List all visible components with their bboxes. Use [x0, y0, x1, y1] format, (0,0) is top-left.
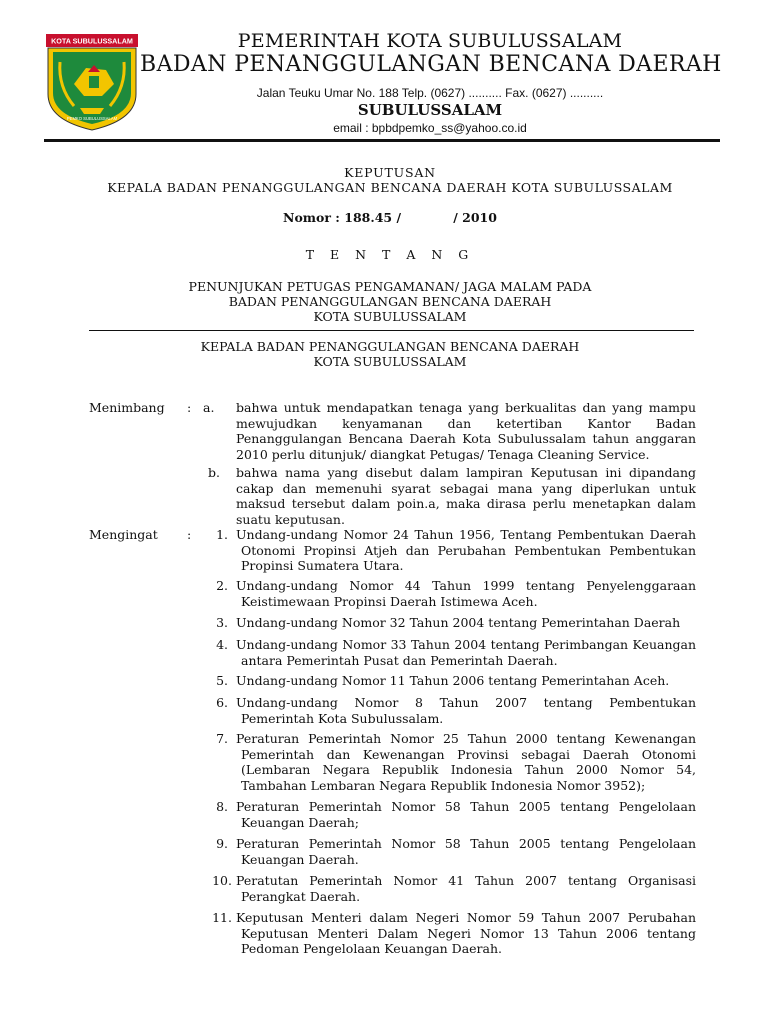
agency-name: BADAN PENANGGULANGAN BENCANA DAERAH [140, 52, 722, 77]
list-marker: 3. [216, 615, 228, 630]
list-item: Undang-undang Nomor 24 Tahun 1956, Tentang Pembentukan Daerah Otonomi Propinsi Atjeh dan Perubahan Pembentukan Pembentukan Propinsi Sumatera Utara. [236, 527, 696, 573]
mengingat-colon: : [187, 527, 192, 542]
list-item: Undang-undang Nomor 8 Tahun 2007 tentang Pembentukan Pemerintah Kota Subulussalam. [236, 695, 696, 726]
document-about: T E N T A N G [305, 247, 475, 262]
list-item: Undang-undang Nomor 44 Tahun 1999 tentang Penyelenggaraan Keistimewaan Propinsi Daerah Istimewa Aceh. [236, 578, 696, 609]
mengingat-label: Mengingat [89, 527, 158, 542]
agency-email: email : bpbdpemko_ss@yahoo.co.id [333, 121, 527, 135]
list-item: Peraturan Pemerintah Nomor 25 Tahun 2000 tentang Kewenangan Pemerintah dan Kewenangan Provinsi sebagai Daerah Otonomi (Lembaran Negara Republik Indonesia Tahun 2000 Nomor 54, Tambahan Lembaran Negara Republik Indonesia Nomor 3952); [236, 731, 696, 793]
list-marker: 11. [212, 910, 232, 925]
subject-line: PENUNJUKAN PETUGAS PENGAMANAN/ JAGA MALAM PADA [188, 279, 592, 294]
title-divider [89, 330, 694, 331]
list-item: Undang-undang Nomor 32 Tahun 2004 tentang Pemerintahan Daerah [236, 615, 681, 630]
list-item: Undang-undang Nomor 33 Tahun 2004 tentang Perimbangan Keuangan antara Pemerintah Pusat dan Pemerintah Daerah. [236, 637, 696, 668]
list-item: bahwa untuk mendapatkan tenaga yang berkualitas dan yang mampu mewujudkan kenyamanan dan ketertiban Kantor Badan Penanggulangan Bencana Daerah Kota Subulussalam tahun anggaran 2010 perlu ditunjuk/ diangkat Petugas/ Tenaga Cleaning Service. [236, 400, 696, 462]
authority-line: KOTA SUBULUSSALAM [313, 354, 467, 369]
list-marker: 7. [216, 731, 228, 746]
agency-address: Jalan Teuku Umar No. 188 Telp. (0627) .......... Fax. (0627) .......... [256, 86, 604, 100]
subject-line: BADAN PENANGGULANGAN BENCANA DAERAH [228, 294, 552, 309]
list-item: Peraturan Pemerintah Nomor 58 Tahun 2005 tentang Pengelolaan Keuangan Daerah; [236, 799, 696, 830]
svg-text:PEMKO SUBULUSSALAM: PEMKO SUBULUSSALAM [66, 116, 118, 121]
subject-line: KOTA SUBULUSSALAM [313, 309, 467, 324]
list-item: Keputusan Menteri dalam Negeri Nomor 59 Tahun 2007 Perubahan Keputusan Menteri Dalam Negeri Nomor 13 Tahun 2006 tentang Pedoman Pengelolaan Keuangan Daerah. [236, 910, 696, 956]
list-item: Undang-undang Nomor 11 Tahun 2006 tentang Pemerintahan Aceh. [236, 673, 670, 688]
list-item: bahwa nama yang disebut dalam lampiran Keputusan ini dipandang cakap dan memenuhi syarat sebagai mana yang diperlukan untuk maksud tersebut dalam poin.a, maka dirasa perlu menetapkan dalam suatu keputusan. [236, 465, 696, 527]
agency-city: SUBULUSSALAM [357, 101, 503, 119]
svg-text:KOTA SUBULUSSALAM: KOTA SUBULUSSALAM [51, 36, 133, 46]
list-item: Peratutan Pemerintah Nomor 41 Tahun 2007 tentang Organisasi Perangkat Daerah. [236, 873, 696, 904]
list-marker: 4. [216, 637, 228, 652]
government-name: PEMERINTAH KOTA SUBULUSSALAM [237, 30, 623, 52]
list-marker: b. [208, 465, 220, 480]
list-marker: 1. [216, 527, 228, 542]
list-marker: 5. [216, 673, 228, 688]
menimbang-colon: : [187, 400, 192, 415]
menimbang-label: Menimbang [89, 400, 165, 415]
city-emblem-icon [44, 32, 140, 132]
list-marker: 10. [212, 873, 232, 888]
list-marker: 9. [216, 836, 228, 851]
document-number: Nomor : 188.45 / / 2010 [283, 210, 497, 225]
list-marker: 2. [216, 578, 228, 593]
list-marker: a. [203, 400, 215, 415]
document-issuer: KEPALA BADAN PENANGGULANGAN BENCANA DAERAH KOTA SUBULUSSALAM [107, 180, 673, 195]
letterhead-divider [44, 139, 720, 142]
list-marker: 6. [216, 695, 228, 710]
list-marker: 8. [216, 799, 228, 814]
authority-line: KEPALA BADAN PENANGGULANGAN BENCANA DAERAH [200, 339, 580, 354]
list-item: Peraturan Pemerintah Nomor 58 Tahun 2005 tentang Pengelolaan Keuangan Daerah. [236, 836, 696, 867]
document-type: KEPUTUSAN [344, 165, 436, 180]
